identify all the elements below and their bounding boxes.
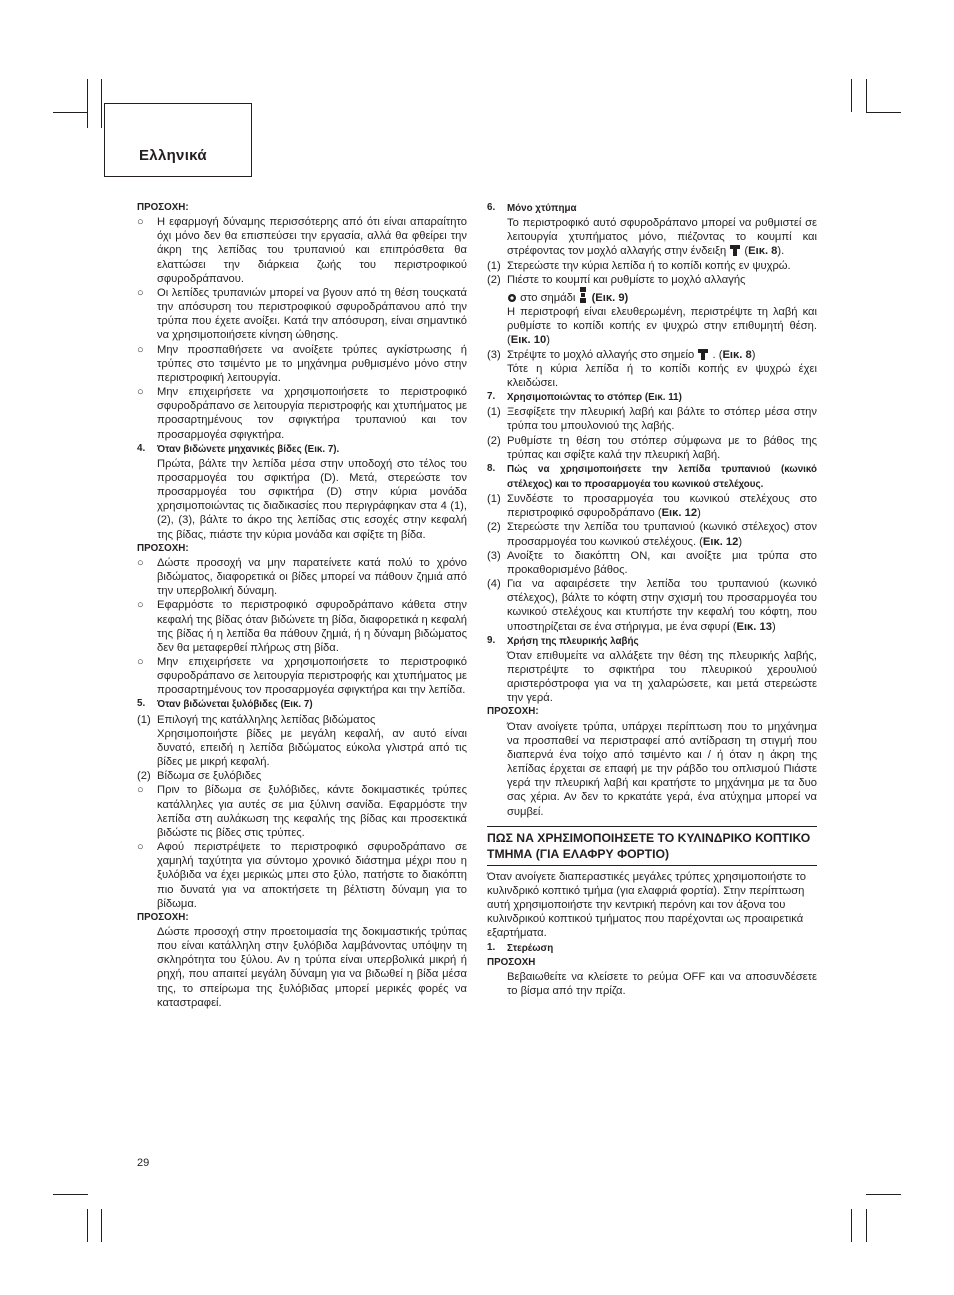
crop-mark [87, 79, 88, 128]
caution-bullet: ○ Εφαρμόστε το περιστροφικό σφυροδράπανο κάθετα στην κεφαλή της βίδας όταν βιδώνετε τη βίδα, διαφορετικά η κεφαλή της βίδας ή η λεπίδα θα πάθουν ζημιά, ή η δύναμη βιδώματος δεν θα μεταφερθεί πλήρως στη βίδα. [137, 599, 467, 654]
section-heading: 5. Όταν βιδώνεται ξυλόβιδες (Εικ. 7) [137, 698, 313, 711]
caution-text: Δώστε προσοχή στην προετοιμασία της δοκιμαστικής τρύπας που είναι κατάλληλη στην ξυλόβιδα λαμβάνοντας υπόψην τη σκληρότητα του ξύλου. Αν η τρύπα είναι υπερβολικά μικρή ή ρηχή, που απαιτεί μεγάλη δύναμη για να βιδωθεί η βίδα μέσα της, το σπείρωμα της ξυλόβιδας μπορεί μερικές φορές να καταστραφεί. [157, 925, 467, 1009]
section-text: Όταν επιθυμείτε να αλλάξετε την θέση της πλευρικής λαβής, περιστρέψτε το σφικτήρα του πλευρικού χερουλιού αριστερόστροφα για να τη χαλαρώσετε, και μετά στερεώστε την γερά. [507, 649, 817, 705]
circle-bullet-icon: ○ [137, 841, 144, 854]
caution-bullet: ○ Δώστε προσοχή να μην παρατείνετε κατά πολύ το χρόνο βιδώματος, διαφορετικά οι βίδες μπορεί να πάθουν ζημιά από την υπερβολική δύναμη. [137, 556, 467, 598]
circle-bullet-icon: ○ [137, 343, 144, 356]
gear-icon [507, 293, 517, 303]
crop-mark [101, 79, 102, 128]
language-box [104, 103, 252, 177]
caution-heading: ΠΡΟΣΟΧΗ: [137, 542, 189, 554]
section-text: Το περιστροφικό αυτό σφυροδράπανο μπορεί να ρυθμιστεί σε λειτουργία χτυπήματος μόνο, πιέζοντας το κουμπί και στρέφοντας τον μοχλό αλλαγής στην ένδειξη (Εικ. 8). [507, 217, 817, 258]
chisel-rotation-icon [578, 287, 588, 303]
numbered-step: (3) Ανοίξτε το διακόπτη ΟΝ, και ανοίξτε μια τρύπα στο προκαθορισμένο βάθος. [487, 549, 817, 576]
circle-bullet-icon: ○ [137, 216, 144, 229]
numbered-step: (1) Επιλογή της κατάλληλης λεπίδας βιδώματος [137, 713, 376, 726]
section-heading: 7. Χρησιμοποιώντας το στόπερ (Εικ. 11) [487, 391, 682, 404]
numbered-step: (2) Βίδωμα σε ξυλόβιδες [137, 770, 262, 783]
section-heading: 8. Πώς να χρησιμοποιήσετε την λεπίδα τρυπανιού (κωνικό στέλεχος) και το προσαρμογέα του κωνικού στελέχους. [487, 462, 817, 490]
section-heading: 6. Μόνο χτύπημα [487, 202, 577, 214]
circle-bullet-icon: ○ [137, 784, 144, 797]
crop-mark [53, 1194, 88, 1195]
caution-text: Βεβαιωθείτε να κλείσετε το ρεύμα OFF και να αποσυνδέσετε το βίσμα από την πρίζα. [507, 970, 817, 997]
left-column [137, 201, 467, 1010]
circle-bullet-icon: ○ [137, 286, 144, 299]
circle-bullet-icon: ○ [137, 656, 144, 668]
numbered-step: (1) Στερεώστε την κύρια λεπίδα ή το κοπίδι κοπής εν ψυχρώ. [487, 259, 791, 272]
caution-bullet: ○ Η εφαρμογή δύναμης περισσότερης από ότι είναι απαραίτητο όχι μόνο δεν θα επισπεύσει την εργασία, αλλά θα φθείρει την άκρη της λεπίδας του τρυπανιού και επιπρόσθετα θα ελαττώσει την διάρκεια ζωής του περιστροφικού σφυροδράπανου. [137, 216, 467, 285]
crop-mark [866, 1194, 901, 1195]
caution-bullet: ○ Μην επιχειρήσετε να χρησιμοποιήσετε το περιστροφικό σφυροδράπανο σε λειτουργία περιστροφής και χτυπήματος με προσαρτημένους τον σφιγκτήρα τρυπανιού και τον προσαρμογέα σφιγκτήρα. [137, 386, 467, 441]
caution-heading: ΠΡΟΣΟΧΗ: [487, 706, 539, 718]
section-heading: 4. Όταν βιδώνετε μηχανικές βίδες (Εικ. 7). [137, 442, 340, 455]
section-intro: Όταν ανοίγετε διαπεραστικές μεγάλες τρύπες χρησιμοποιήστε το κυλινδρικό κοπτικό τμήμα (για ελαφριά φορτία). Στην περίπτωση αυτή χρησιμοποιήστε την κεντρική περόνη και τον άξονα του κυλινδρικού κοπτικού τμήματος που παρέχονται ως προαιρετικά εξαρτήματα. [487, 870, 807, 940]
section-heading: 9. Χρήση της πλευρικής λαβής [487, 634, 639, 647]
caution-bullet: ○ Μην επιχειρήσετε να χρησιμοποιήσετε το περιστροφικό σφυροδράπανο σε λειτουργία περιστροφής και χτυπήματος με προσαρτημένους τον προσαρμογέα σφιγκτήρα και την λεπίδα. [137, 656, 467, 697]
section-title: ΠΩΣ ΝΑ ΧΡΗΣΙΜΟΠΟΙΗΣΕΤΕ ΤΟ ΚΥΛΙΝΔΡΙΚΟ ΚΟΠΤΙΚΟ ΤΜΗΜΑ (ΓΙΑ ΕΛΑΦΡΥ ΦΟΡΤΙΟ) [487, 826, 817, 866]
crop-mark [101, 1209, 102, 1242]
numbered-step: (2) Στερεώστε την λεπίδα του τρυπανιού (κωνικό στέλεχος) στον προσαρμογέα του κωνικού στελέχους. (Εικ. 12) [487, 521, 817, 548]
crop-mark [866, 79, 867, 112]
right-column [487, 201, 817, 998]
crop-mark [866, 1209, 867, 1242]
crop-mark [866, 112, 901, 113]
numbered-step: (1) Συνδέστε το προσαρμογέα του κωνικού στελέχους στο περιστροφικό σφυροδράπανο (Εικ. 12) [487, 493, 817, 520]
step-bullet: ○ Αφού περιστρέψετε το περιστροφικό σφυροδράπανο σε χαμηλή ταχύτητα για σύντομο χρονικό διάστημα μέχρι που η ξυλόβιδα να έχει μερικώς μπει στο ξύλο, πατήστε το διακόπτη πιο δυνατά για να αποκτήσετε τη βέλτιστη δύναμη για το βίδωμα. [137, 841, 467, 910]
caution-bullet: ○ Οι λεπίδες τρυπανιών μπορεί να βγουν από τη θέση τουςκατά την απόσυρση του περιστροφικού σφυροδράπανου από την τρύπα που έχετε ανοίξει. Κατά την απόσυρση, είναι σημαντικό να χρησιμοποιήσετε κίνηση ώθησης. [137, 286, 467, 342]
step-text: Χρησιμοποιήστε βίδες με μεγάλη κεφαλή, αν αυτό είναι δυνατό, επειδή η λεπίδα βιδώματος εύκολα γλιστρά από τις βίδες με μικρή κεφαλή. [157, 727, 467, 769]
caution-heading: ΠΡΟΣΟΧΗ: [137, 911, 189, 923]
caution-heading: ΠΡΟΣΟΧΗ [487, 956, 536, 968]
crop-mark [851, 79, 852, 112]
crop-mark [851, 1209, 852, 1242]
step-bullet: ○ Πριν το βίδωμα σε ξυλόβιδες, κάντε δοκιμαστικές τρύπες κατάλληλες για αυτές σε μια ξύλινη σανίδα. Εφαρμόστε την λεπίδα στη αυλάκωση της κεφαλής της βίδας και προσεκτικά βιδώστε τις βίδες στις τρύπες. [137, 784, 467, 839]
caution-bullet: ○ Μην προσπαθήσετε να ανοίξετε τρύπες αγκίστρωσης ή τρύπες στο τσιμέντο με το μηχάνημα ρυθμισμένο μόνο στην περιστροφική λειτουργία. [137, 343, 467, 384]
crop-mark [87, 1209, 88, 1242]
circle-bullet-icon: ○ [137, 599, 144, 612]
numbered-step: (3) Στρέψτε το μοχλό αλλαγής στο σημείο . (Εικ. 8) Τότε η κύρια λεπίδα ή το κοπίδι κοπής εν ψυχρώ έχει κλειδώσει. [487, 348, 817, 389]
caution-text: Όταν ανοίγετε τρύπα, υπάρχει περίπτωση που το μηχάνημα να προσπαθεί να περιστραφεί από αντίδραση τη στιγμή που διαπερνά ένα τοίχο από τσιμέντο και / ή όταν η άκρη της λεπίδας έρχεται σε επαφή με την ράβδο του οπλισμού Πιάστε γερά την πλευρική λαβή και κρατήστε το μηχάνημα με τα δυο σας χέρια. Αν δεν το κρκατάτε γερά, ένα ατύχημα μπορεί να συμβεί. [507, 720, 817, 818]
hammer-mode-icon [697, 348, 709, 360]
numbered-step: (4) Για να αφαιρέσετε την λεπίδα του τρυπανιού (κωνικό στέλεχος), βάλτε το κόφτη στην σχισμή του προσαρμογέα του κωνικού στελέχους και κτυπήστε την κεφαλή του κόφτη, που υποστηρίζεται σε ένα στήριγμα, με ένα σφυρί (Εικ. 13) [487, 578, 817, 633]
numbered-step: (1) Ξεσφίξετε την πλευρική λαβή και βάλτε το στόπερ μέσα στην τρύπα του μπουλονιού της λαβής. [487, 406, 817, 433]
crop-mark [53, 112, 88, 113]
section-text: Πρώτα, βάλτε την λεπίδα μέσα στην υποδοχή στο τέλος του προσαρμογέα του σφικτήρα (D). Μετά, στερεώστε τον προσαρμογέα του σφικτήρα (D) στην κύρια μονάδα χρησιμοποιώντας τις διαδικασίες που περιγράφηκαν στα 4 (1), (2), (3), βάλτε το άκρο της λεπίδας στις εσοχές στην κεφαλή της βίδας, πιάστε την κύρια μονάδα και σφίξτε τη βίδα. [157, 457, 467, 541]
numbered-step: (2) Ρυθμίστε τη θέση του στόπερ σύμφωνα με το βάθος της τρύπας και σφίξτε καλά την πλευρική λαβή. [487, 434, 817, 461]
numbered-step: (2) Πιέστε το κουμπί και ρυθμίστε το μοχλό αλλαγής στο σημάδι (Εικ. 9) Η περιστροφή είναι ελευθερωμένη, περιστρέψτε τη λαβή και ρυθμίστε το κοπίδι κοπής εν ψυχρώ στην επιθυμητή θέση. (Εικ. 10) [487, 273, 817, 347]
circle-bullet-icon: ○ [137, 556, 144, 569]
circle-bullet-icon: ○ [137, 386, 144, 399]
hammer-mode-icon [729, 244, 741, 256]
caution-heading: ΠΡΟΣΟΧΗ: [137, 202, 189, 213]
language-label: Ελληνικά [139, 147, 207, 164]
page-number: 29 [137, 1157, 150, 1169]
section-heading: 1. Στερέωση [487, 941, 554, 954]
